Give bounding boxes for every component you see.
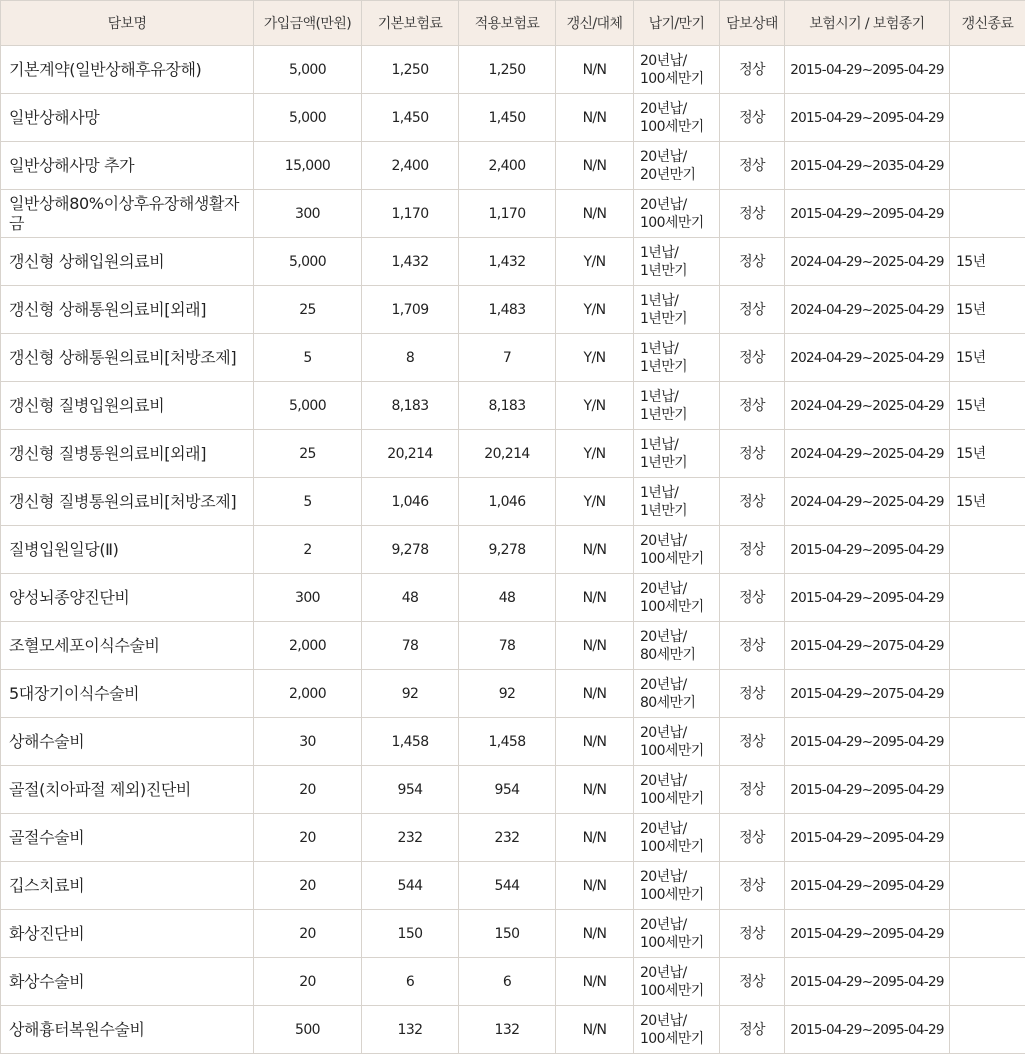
coverage-period: 2024-04-29~2025-04-29 <box>785 478 950 526</box>
amount: 500 <box>254 1006 362 1054</box>
renewal-flag: N/N <box>556 958 634 1006</box>
base-premium: 8,183 <box>362 382 459 430</box>
applied-premium: 9,278 <box>459 526 556 574</box>
pay-period: 1년납/ <box>640 388 679 405</box>
applied-premium: 132 <box>459 1006 556 1054</box>
coverage-name: 깁스치료비 <box>1 862 254 910</box>
coverage-status: 정상 <box>720 46 785 94</box>
applied-premium: 7 <box>459 334 556 382</box>
pay-period: 20년납/ <box>640 100 687 117</box>
coverage-period: 2024-04-29~2025-04-29 <box>785 286 950 334</box>
renewal-end <box>950 622 1025 670</box>
table-row <box>1 766 1025 814</box>
renewal-end <box>950 862 1025 910</box>
renewal-end <box>950 574 1025 622</box>
pay-term <box>634 94 720 142</box>
coverage-name: 갱신형 질병통원의료비[처방조제] <box>1 478 254 526</box>
coverage-status: 정상 <box>720 526 785 574</box>
base-premium: 1,170 <box>362 190 459 238</box>
renewal-end <box>950 94 1025 142</box>
coverage-status: 정상 <box>720 430 785 478</box>
coverage-period: 2015-04-29~2095-04-29 <box>785 574 950 622</box>
maturity: 100세만기 <box>640 70 704 87</box>
coverage-period: 2015-04-29~2095-04-29 <box>785 526 950 574</box>
pay-term <box>634 814 720 862</box>
renewal-flag: Y/N <box>556 286 634 334</box>
amount: 5,000 <box>254 382 362 430</box>
base-premium: 150 <box>362 910 459 958</box>
coverage-status: 정상 <box>720 94 785 142</box>
applied-premium: 1,170 <box>459 190 556 238</box>
coverage-name: 갱신형 질병입원의료비 <box>1 382 254 430</box>
renewal-flag: N/N <box>556 190 634 238</box>
renewal-end <box>950 46 1025 94</box>
amount: 30 <box>254 718 362 766</box>
applied-premium: 92 <box>459 670 556 718</box>
renewal-flag: N/N <box>556 46 634 94</box>
coverage-name: 갱신형 상해통원의료비[처방조제] <box>1 334 254 382</box>
pay-period: 20년납/ <box>640 916 687 933</box>
pay-term <box>634 670 720 718</box>
table-row <box>1 190 1025 238</box>
pay-term <box>634 286 720 334</box>
coverage-name: 갱신형 상해입원의료비 <box>1 238 254 286</box>
pay-period: 20년납/ <box>640 196 687 213</box>
renewal-end <box>950 190 1025 238</box>
coverage-period: 2015-04-29~2095-04-29 <box>785 46 950 94</box>
maturity: 1년만기 <box>640 262 688 279</box>
renewal-flag: N/N <box>556 622 634 670</box>
maturity: 100세만기 <box>640 598 704 615</box>
renewal-flag: Y/N <box>556 334 634 382</box>
coverage-status: 정상 <box>720 574 785 622</box>
maturity: 1년만기 <box>640 406 688 423</box>
col-header-coverage-name: 담보명 <box>1 1 254 46</box>
amount: 5 <box>254 478 362 526</box>
pay-term <box>634 478 720 526</box>
coverage-period: 2015-04-29~2095-04-29 <box>785 1006 950 1054</box>
renewal-flag: Y/N <box>556 238 634 286</box>
pay-term <box>634 238 720 286</box>
applied-premium: 1,046 <box>459 478 556 526</box>
coverage-name: 5대장기이식수술비 <box>1 670 254 718</box>
renewal-end <box>950 766 1025 814</box>
pay-term <box>634 46 720 94</box>
coverage-name: 기본계약(일반상해후유장해) <box>1 46 254 94</box>
renewal-flag: N/N <box>556 94 634 142</box>
table-row <box>1 238 1025 286</box>
base-premium: 2,400 <box>362 142 459 190</box>
renewal-flag: N/N <box>556 142 634 190</box>
table-row <box>1 1006 1025 1054</box>
pay-term <box>634 142 720 190</box>
coverage-period: 2015-04-29~2075-04-29 <box>785 670 950 718</box>
base-premium: 232 <box>362 814 459 862</box>
base-premium: 8 <box>362 334 459 382</box>
coverage-period: 2015-04-29~2035-04-29 <box>785 142 950 190</box>
pay-period: 1년납/ <box>640 340 679 357</box>
col-header-renewal: 갱신/대체 <box>556 1 634 46</box>
base-premium: 954 <box>362 766 459 814</box>
table-row <box>1 286 1025 334</box>
coverage-name: 갱신형 질병통원의료비[외래] <box>1 430 254 478</box>
table-row <box>1 718 1025 766</box>
amount: 20 <box>254 814 362 862</box>
renewal-flag: N/N <box>556 1006 634 1054</box>
amount: 15,000 <box>254 142 362 190</box>
coverage-status: 정상 <box>720 238 785 286</box>
coverage-name: 골절수술비 <box>1 814 254 862</box>
renewal-end <box>950 910 1025 958</box>
coverage-name: 화상진단비 <box>1 910 254 958</box>
base-premium: 1,450 <box>362 94 459 142</box>
coverage-period: 2024-04-29~2025-04-29 <box>785 382 950 430</box>
amount: 5,000 <box>254 94 362 142</box>
pay-period: 20년납/ <box>640 580 687 597</box>
coverage-name: 양성뇌종양진단비 <box>1 574 254 622</box>
applied-premium: 6 <box>459 958 556 1006</box>
applied-premium: 1,432 <box>459 238 556 286</box>
amount: 300 <box>254 190 362 238</box>
amount: 2 <box>254 526 362 574</box>
table-row <box>1 94 1025 142</box>
coverage-name: 골절(치아파절 제외)진단비 <box>1 766 254 814</box>
pay-term <box>634 1006 720 1054</box>
pay-term <box>634 574 720 622</box>
base-premium: 544 <box>362 862 459 910</box>
base-premium: 92 <box>362 670 459 718</box>
pay-term <box>634 622 720 670</box>
coverage-status: 정상 <box>720 334 785 382</box>
pay-term <box>634 190 720 238</box>
maturity: 100세만기 <box>640 550 704 567</box>
pay-period: 20년납/ <box>640 532 687 549</box>
pay-term <box>634 718 720 766</box>
pay-term <box>634 430 720 478</box>
coverage-status: 정상 <box>720 814 785 862</box>
pay-period: 1년납/ <box>640 484 679 501</box>
table-row <box>1 478 1025 526</box>
base-premium: 1,709 <box>362 286 459 334</box>
base-premium: 6 <box>362 958 459 1006</box>
pay-term <box>634 766 720 814</box>
coverage-status: 정상 <box>720 142 785 190</box>
coverage-name: 갱신형 상해통원의료비[외래] <box>1 286 254 334</box>
applied-premium: 1,483 <box>459 286 556 334</box>
maturity: 1년만기 <box>640 502 688 519</box>
coverage-status: 정상 <box>720 286 785 334</box>
applied-premium: 1,450 <box>459 94 556 142</box>
renewal-end: 15년 <box>950 430 1025 478</box>
renewal-end: 15년 <box>950 334 1025 382</box>
table-row <box>1 670 1025 718</box>
pay-period: 20년납/ <box>640 52 687 69</box>
coverage-status: 정상 <box>720 670 785 718</box>
renewal-flag: N/N <box>556 862 634 910</box>
base-premium: 78 <box>362 622 459 670</box>
pay-period: 20년납/ <box>640 148 687 165</box>
coverage-status: 정상 <box>720 766 785 814</box>
coverage-status: 정상 <box>720 1006 785 1054</box>
coverage-name: 일반상해사망 <box>1 94 254 142</box>
renewal-flag: N/N <box>556 526 634 574</box>
pay-term <box>634 334 720 382</box>
renewal-end <box>950 718 1025 766</box>
coverage-name: 화상수술비 <box>1 958 254 1006</box>
renewal-flag: N/N <box>556 910 634 958</box>
coverage-period: 2015-04-29~2095-04-29 <box>785 958 950 1006</box>
maturity: 100세만기 <box>640 982 704 999</box>
coverage-period: 2015-04-29~2095-04-29 <box>785 862 950 910</box>
coverage-name: 일반상해80%이상후유장해생활자금 <box>1 190 254 238</box>
applied-premium: 78 <box>459 622 556 670</box>
pay-period: 20년납/ <box>640 676 687 693</box>
coverage-status: 정상 <box>720 862 785 910</box>
coverage-period: 2015-04-29~2095-04-29 <box>785 718 950 766</box>
coverage-period: 2015-04-29~2095-04-29 <box>785 910 950 958</box>
pay-term <box>634 958 720 1006</box>
coverage-name: 조혈모세포이식수술비 <box>1 622 254 670</box>
renewal-flag: Y/N <box>556 478 634 526</box>
col-header-renewal-end: 갱신종료 <box>950 1 1025 46</box>
renewal-end <box>950 958 1025 1006</box>
coverage-name: 상해수술비 <box>1 718 254 766</box>
table-row <box>1 142 1025 190</box>
pay-term <box>634 910 720 958</box>
applied-premium: 150 <box>459 910 556 958</box>
header-row <box>1 1 1025 46</box>
pay-period: 20년납/ <box>640 820 687 837</box>
table-row <box>1 334 1025 382</box>
coverage-period: 2024-04-29~2025-04-29 <box>785 238 950 286</box>
table-row <box>1 622 1025 670</box>
coverage-period: 2024-04-29~2025-04-29 <box>785 334 950 382</box>
coverage-name: 일반상해사망 추가 <box>1 142 254 190</box>
coverage-period: 2015-04-29~2095-04-29 <box>785 190 950 238</box>
maturity: 100세만기 <box>640 1030 704 1047</box>
renewal-end: 15년 <box>950 382 1025 430</box>
table-row <box>1 526 1025 574</box>
pay-period: 20년납/ <box>640 1012 687 1029</box>
renewal-flag: Y/N <box>556 382 634 430</box>
pay-period: 1년납/ <box>640 436 679 453</box>
coverage-period: 2015-04-29~2075-04-29 <box>785 622 950 670</box>
table-row <box>1 382 1025 430</box>
table-row <box>1 958 1025 1006</box>
pay-period: 1년납/ <box>640 244 679 261</box>
renewal-end: 15년 <box>950 478 1025 526</box>
maturity: 1년만기 <box>640 310 688 327</box>
maturity: 80세만기 <box>640 694 696 711</box>
pay-period: 20년납/ <box>640 628 687 645</box>
renewal-end: 15년 <box>950 238 1025 286</box>
base-premium: 48 <box>362 574 459 622</box>
base-premium: 1,046 <box>362 478 459 526</box>
maturity: 100세만기 <box>640 214 704 231</box>
col-header-applied-premium: 적용보험료 <box>459 1 556 46</box>
renewal-end <box>950 1006 1025 1054</box>
coverage-status: 정상 <box>720 190 785 238</box>
renewal-flag: Y/N <box>556 430 634 478</box>
pay-period: 20년납/ <box>640 724 687 741</box>
coverage-period: 2015-04-29~2095-04-29 <box>785 766 950 814</box>
coverage-name: 상해흉터복원수술비 <box>1 1006 254 1054</box>
pay-term <box>634 382 720 430</box>
amount: 5,000 <box>254 238 362 286</box>
col-header-base-premium: 기본보험료 <box>362 1 459 46</box>
coverage-status: 정상 <box>720 718 785 766</box>
applied-premium: 954 <box>459 766 556 814</box>
table-row <box>1 46 1025 94</box>
maturity: 100세만기 <box>640 838 704 855</box>
pay-period: 20년납/ <box>640 772 687 789</box>
table-row <box>1 430 1025 478</box>
maturity: 100세만기 <box>640 118 704 135</box>
coverage-status: 정상 <box>720 910 785 958</box>
applied-premium: 1,250 <box>459 46 556 94</box>
col-header-status: 담보상태 <box>720 1 785 46</box>
pay-period: 20년납/ <box>640 868 687 885</box>
table-row <box>1 862 1025 910</box>
coverage-period: 2015-04-29~2095-04-29 <box>785 94 950 142</box>
maturity: 100세만기 <box>640 886 704 903</box>
base-premium: 1,432 <box>362 238 459 286</box>
renewal-end <box>950 814 1025 862</box>
applied-premium: 1,458 <box>459 718 556 766</box>
maturity: 20년만기 <box>640 166 696 183</box>
coverage-status: 정상 <box>720 478 785 526</box>
amount: 20 <box>254 862 362 910</box>
maturity: 100세만기 <box>640 934 704 951</box>
renewal-flag: N/N <box>556 574 634 622</box>
coverage-status: 정상 <box>720 382 785 430</box>
maturity: 80세만기 <box>640 646 696 663</box>
coverage-period: 2024-04-29~2025-04-29 <box>785 430 950 478</box>
base-premium: 132 <box>362 1006 459 1054</box>
applied-premium: 48 <box>459 574 556 622</box>
maturity: 100세만기 <box>640 742 704 759</box>
amount: 5,000 <box>254 46 362 94</box>
amount: 2,000 <box>254 622 362 670</box>
renewal-flag: N/N <box>556 814 634 862</box>
amount: 20 <box>254 958 362 1006</box>
renewal-flag: N/N <box>556 766 634 814</box>
base-premium: 1,458 <box>362 718 459 766</box>
coverage-name: 질병입원일당(Ⅱ) <box>1 526 254 574</box>
coverage-status: 정상 <box>720 958 785 1006</box>
amount: 20 <box>254 766 362 814</box>
renewal-end <box>950 142 1025 190</box>
applied-premium: 232 <box>459 814 556 862</box>
base-premium: 20,214 <box>362 430 459 478</box>
renewal-end <box>950 670 1025 718</box>
base-premium: 1,250 <box>362 46 459 94</box>
maturity: 100세만기 <box>640 790 704 807</box>
pay-term <box>634 526 720 574</box>
base-premium: 9,278 <box>362 526 459 574</box>
maturity: 1년만기 <box>640 454 688 471</box>
coverage-status: 정상 <box>720 622 785 670</box>
applied-premium: 8,183 <box>459 382 556 430</box>
renewal-flag: N/N <box>556 670 634 718</box>
renewal-end <box>950 526 1025 574</box>
renewal-flag: N/N <box>556 718 634 766</box>
col-header-period: 보험시기 / 보험종기 <box>785 1 950 46</box>
applied-premium: 20,214 <box>459 430 556 478</box>
amount: 2,000 <box>254 670 362 718</box>
maturity: 1년만기 <box>640 358 688 375</box>
col-header-pay-term: 납기/만기 <box>634 1 720 46</box>
pay-period: 20년납/ <box>640 964 687 981</box>
table-row <box>1 814 1025 862</box>
amount: 25 <box>254 286 362 334</box>
col-header-amount: 가입금액(만원) <box>254 1 362 46</box>
pay-period: 1년납/ <box>640 292 679 309</box>
amount: 300 <box>254 574 362 622</box>
applied-premium: 544 <box>459 862 556 910</box>
amount: 20 <box>254 910 362 958</box>
amount: 25 <box>254 430 362 478</box>
renewal-end: 15년 <box>950 286 1025 334</box>
table-row <box>1 574 1025 622</box>
pay-term <box>634 862 720 910</box>
amount: 5 <box>254 334 362 382</box>
table-row <box>1 910 1025 958</box>
coverage-period: 2015-04-29~2095-04-29 <box>785 814 950 862</box>
applied-premium: 2,400 <box>459 142 556 190</box>
